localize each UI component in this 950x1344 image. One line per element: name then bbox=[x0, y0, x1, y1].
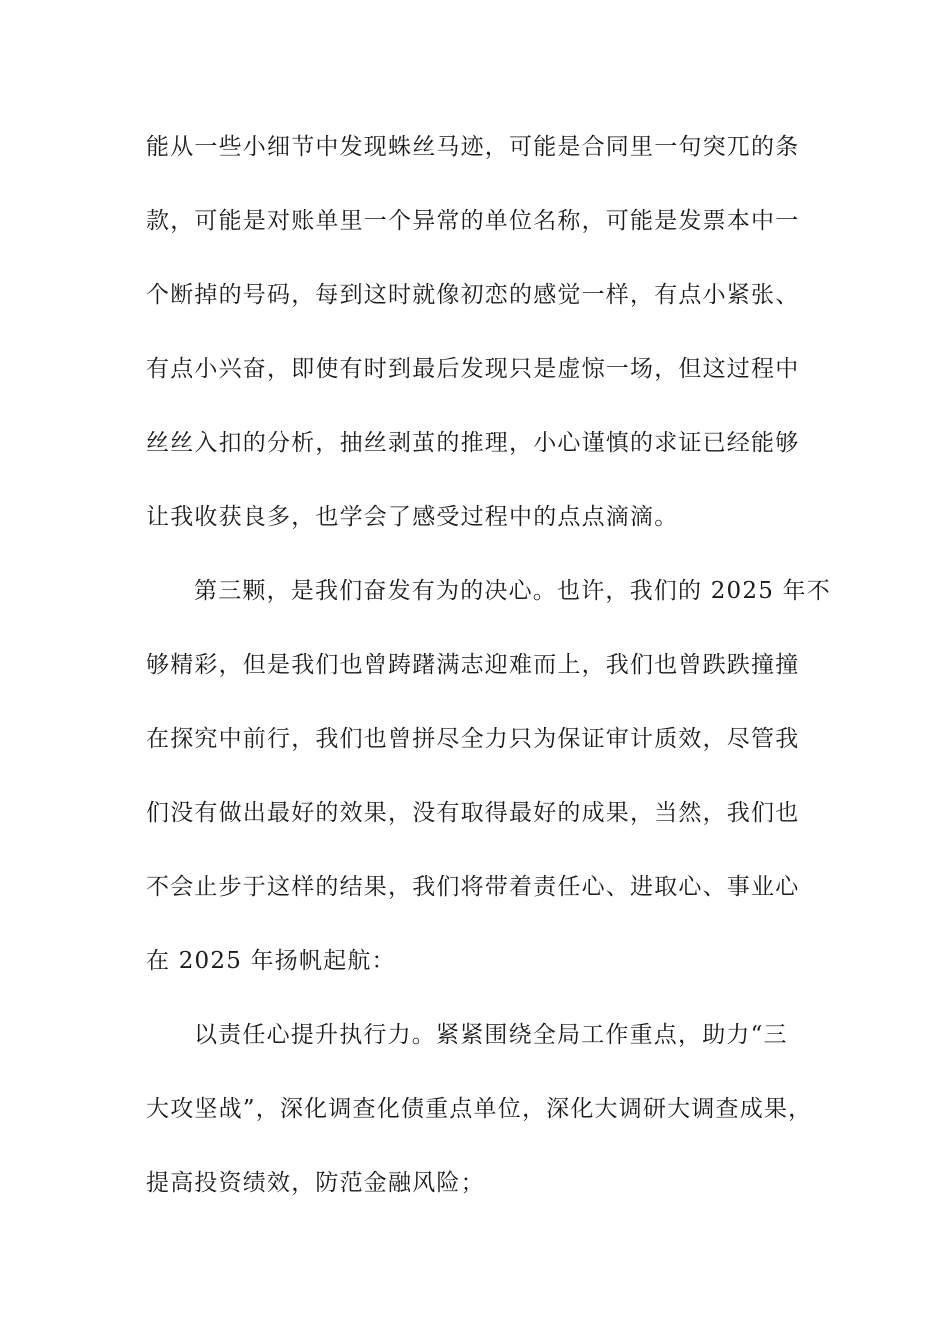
text-line: 能从一些小细节中发现蛛丝马迹，可能是合同里一句突兀的条 bbox=[146, 134, 800, 160]
text-line: 丝丝入扣的分析，抽丝剥茧的推理，小心谨慎的求证已经能够 bbox=[146, 430, 800, 456]
text-line: 够精彩，但是我们也曾踌躇满志迎难而上，我们也曾跌跌撞撞 bbox=[146, 652, 800, 678]
text-line: 款，可能是对账单里一个异常的单位名称，可能是发票本中一 bbox=[146, 208, 800, 234]
text-line: 在 2025 年扬帆起航： bbox=[146, 948, 396, 974]
text-line: 大攻坚战”，深化调查化债重点单位，深化大调研大调查成果， bbox=[146, 1096, 813, 1122]
text-line: 个断掉的号码，每到这时就像初恋的感觉一样，有点小紧张、 bbox=[146, 282, 800, 308]
text-line: 有点小兴奋，即使有时到最后发现只是虚惊一场，但这过程中 bbox=[146, 356, 800, 382]
paragraph-first-line: 以责任心提升执行力。紧紧围绕全局工作重点，助力“三 bbox=[194, 1022, 788, 1048]
paragraph-first-line: 第三颗，是我们奋发有为的决心。也许，我们的 2025 年不 bbox=[194, 578, 831, 604]
text-line: 提高投资绩效，防范金融风险； bbox=[146, 1170, 485, 1196]
text-line: 不会止步于这样的结果，我们将带着责任心、进取心、事业心 bbox=[146, 874, 800, 900]
text-line: 让我收获良多，也学会了感受过程中的点点滴滴。 bbox=[146, 504, 679, 530]
text-line: 们没有做出最好的效果，没有取得最好的成果，当然，我们也 bbox=[146, 800, 800, 826]
text-line: 在探究中前行，我们也曾拼尽全力只为保证审计质效，尽管我 bbox=[146, 726, 800, 752]
